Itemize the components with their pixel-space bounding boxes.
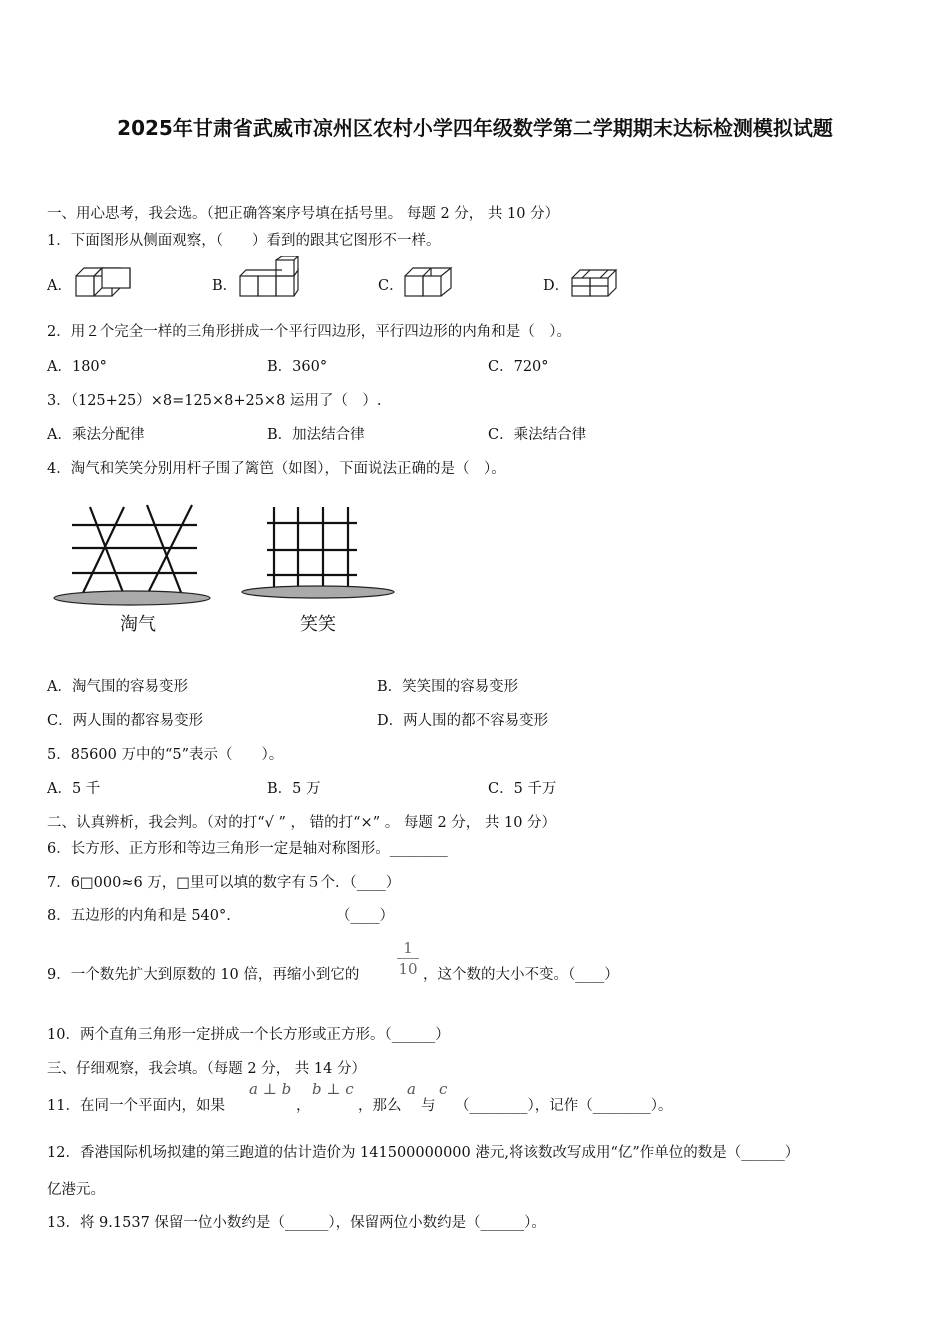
q5-option-b: B．5 万 [267, 781, 321, 797]
question-11-with: 与 [421, 1098, 436, 1114]
math-b-perp-c: b ⊥ c [312, 1080, 354, 1098]
question-11-comma: ， [296, 1098, 311, 1114]
cube-figure-a [72, 266, 134, 298]
question-8: 8．五边形的内角和是 540°. [47, 908, 231, 924]
question-8-blank: （____） [336, 908, 394, 924]
q4-option-d: D．两人围的都不容易变形 [377, 713, 549, 729]
fence-figures [52, 495, 402, 645]
question-4: 4．淘气和笑笑分别用杆子围了篱笆（如图），下面说法正确的是（ ）。 [47, 461, 506, 477]
q3-option-a: A．乘法分配律 [47, 427, 145, 443]
q3-option-b: B．加法结合律 [267, 427, 365, 443]
question-9-part2: ，这个数的大小不变。（____） [423, 967, 619, 983]
question-2: 2．用２个完全一样的三角形拼成一个平行四边形，平行四边形的内角和是（ ）。 [47, 324, 571, 340]
section-2-heading: 二、认真辨析，我会判。（对的打“√ ” ， 错的打“×” 。 每题 2 分， 共 10 分） [47, 815, 557, 831]
section-3-heading: 三、仔细观察，我会填。（每题 2 分， 共 14 分） [47, 1061, 366, 1077]
page-title: 2025年甘肃省武威市凉州区农村小学四年级数学第二学期期末达标检测模拟试题 [117, 116, 833, 140]
q5-option-c: C．5 千万 [488, 781, 557, 797]
xiaoxiao-fence [267, 507, 357, 591]
math-c: c [439, 1080, 448, 1098]
q2-option-c: C．720° [488, 359, 549, 375]
q2-option-a: A．180° [47, 359, 107, 375]
fraction-one-tenth [395, 938, 421, 979]
cube-figure-c [401, 266, 455, 298]
question-3: 3．（125+25）×8=125×8+25×8 运用了（ ）. [47, 393, 382, 409]
taoqi-fence [72, 505, 197, 595]
q4-option-c: C．两人围的都容易变形 [47, 713, 204, 729]
taoqi-label: 淘气 [120, 614, 156, 635]
question-11-then: ，那么 [358, 1098, 402, 1114]
xiaoxiao-label: 笑笑 [300, 614, 336, 635]
question-11-part2: （________），记作（________）。 [455, 1098, 673, 1114]
fraction-denominator: 10 [398, 960, 418, 978]
math-a-perp-b: a ⊥ b [249, 1080, 292, 1098]
question-6: 6．长方形、正方形和等边三角形一定是轴对称图形。________ [47, 841, 448, 857]
q1-option-a-label: A． [47, 278, 72, 294]
question-12-line1: 12．香港国际机场拟建的第三跑道的估计造价为 141500000000 港元,将该数改写成用“亿”作单位的数是（______） [47, 1145, 800, 1161]
question-12-line2: 亿港元。 [47, 1182, 105, 1198]
question-1: 1．下面图形从侧面观察，（ ）看到的跟其它图形不一样。 [47, 233, 441, 249]
q4-option-a: A．淘气围的容易变形 [47, 679, 188, 695]
q2-option-b: B．360° [267, 359, 328, 375]
q5-option-a: A．5 千 [47, 781, 101, 797]
q4-option-b: B．笑笑围的容易变形 [377, 679, 519, 695]
question-9-part1: 9．一个数先扩大到原数的 10 倍，再缩小到它的 [47, 967, 360, 983]
cube-figure-b [236, 256, 300, 298]
question-7: 7．6□000≈6 万，□里可以填的数字有５个．（____） [47, 875, 401, 891]
q3-option-c: C．乘法结合律 [488, 427, 587, 443]
cube-figure-d [568, 266, 620, 298]
question-10: 10．两个直角三角形一定拼成一个长方形或正方形。（______） [47, 1027, 450, 1043]
section-1-heading: 一、用心思考，我会选。（把正确答案序号填在括号里。 每题 2 分， 共 10 分） [47, 206, 560, 222]
question-11-part1: 11．在同一个平面内，如果 [47, 1098, 225, 1114]
q1-option-c-label: C． [378, 278, 404, 294]
question-5: 5．85600 万中的“5”表示（ ）。 [47, 747, 284, 763]
math-a: a [407, 1080, 416, 1098]
q1-option-b-label: B． [212, 278, 238, 294]
q1-option-d-label: D． [543, 278, 570, 294]
fraction-numerator: 1 [403, 939, 413, 957]
question-13: 13．将 9.1537 保留一位小数约是（______），保留两位小数约是（______）。 [47, 1215, 546, 1231]
